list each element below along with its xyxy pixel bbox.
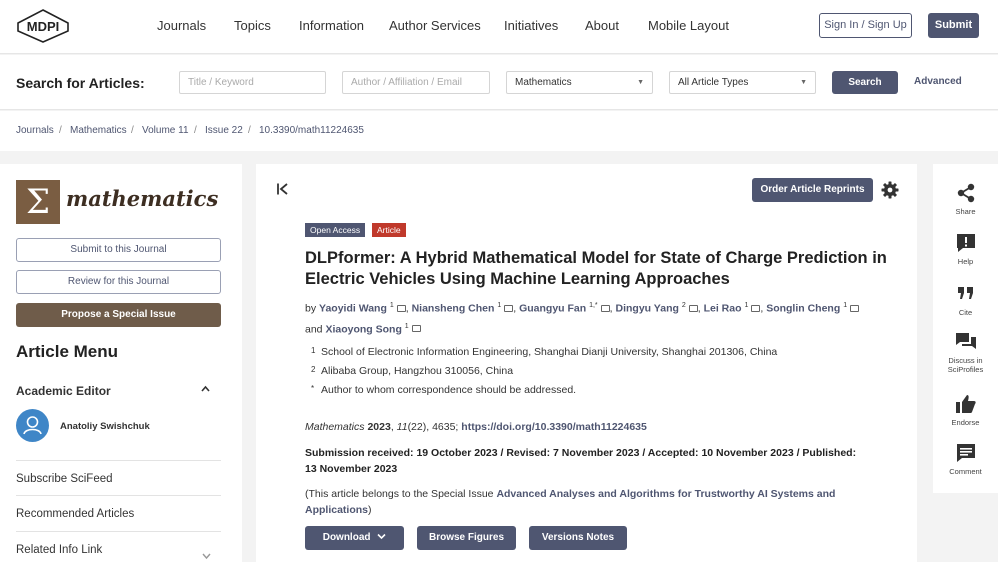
divider (16, 460, 221, 461)
doi-link[interactable]: https://doi.org/10.3390/math11224635 (461, 421, 647, 433)
affiliation-number: * (311, 384, 315, 393)
share-icon (955, 182, 977, 204)
related-info-link[interactable]: Related Info Link (16, 544, 103, 556)
affiliation-2 (305, 365, 513, 377)
by-label: by (305, 302, 317, 315)
discuss-action[interactable] (933, 331, 998, 374)
crumb-mathematics[interactable]: Mathematics (70, 125, 127, 136)
article-menu-title: Article Menu (16, 342, 119, 361)
academic-editor-label: Academic Editor (16, 384, 111, 398)
discussion-icon (955, 331, 977, 353)
download-button[interactable] (305, 526, 404, 550)
special-issue-suffix: ) (368, 504, 372, 516)
collapse-sidebar-icon[interactable] (276, 182, 290, 196)
author-affiliation-input[interactable]: Author / Affiliation / Email (342, 71, 490, 94)
endorse-action[interactable] (933, 393, 998, 427)
nav-initiatives[interactable]: Initiatives (504, 18, 559, 33)
envelope-icon[interactable] (850, 305, 859, 312)
affiliation-1 (305, 346, 777, 358)
affiliation-text: Author to whom correspondence should be addressed. (321, 384, 577, 396)
author-link[interactable]: Xiaoyong Song (325, 323, 402, 335)
logo-text: MDPI (26, 19, 60, 34)
signin-button[interactable]: Sign In / Sign Up (819, 13, 912, 38)
envelope-icon[interactable] (504, 305, 513, 312)
author-link[interactable]: Lei Rao (703, 302, 742, 315)
search-bar (0, 55, 998, 110)
right-action-rail (933, 164, 998, 493)
gear-icon[interactable] (881, 181, 899, 199)
crumb-issue[interactable]: Issue 22 (205, 125, 243, 136)
article-type-badge: Article (372, 223, 406, 237)
nav-mobile-layout[interactable]: Mobile Layout (648, 18, 729, 33)
comment-action[interactable] (933, 442, 998, 476)
discuss-label: Discuss in SciProfiles (947, 356, 984, 374)
author-link[interactable]: Dingyu Yang (615, 302, 679, 315)
citation-volume: 11 (396, 421, 408, 433)
affiliation-text: School of Electronic Information Engineering, Shanghai Dianji University, Shanghai 201306, China (321, 346, 778, 358)
publication-dates: Submission received: 19 October 2023 / Revised: 7 November 2023 / Accepted: 10 November 2023 / Published: 13 November 2023 (305, 447, 857, 475)
advanced-search-link[interactable]: Advanced (914, 76, 962, 87)
search-button[interactable]: Search (832, 71, 898, 94)
chevron-down-icon (377, 533, 386, 540)
crumb-doi: 10.3390/math11224635 (259, 125, 364, 136)
divider (16, 495, 221, 496)
journal-logo[interactable]: Σ (16, 180, 60, 224)
caret-down-icon: ▼ (800, 79, 807, 86)
caret-down-icon: ▼ (637, 79, 644, 86)
versions-notes-button[interactable]: Versions Notes (529, 526, 627, 550)
open-access-badge[interactable]: Open Access (305, 223, 365, 237)
submit-button[interactable]: Submit (928, 13, 979, 38)
author-sup: 1 (497, 302, 502, 309)
citation-journal: Mathematics (305, 421, 365, 433)
envelope-icon[interactable] (397, 305, 406, 312)
comment-icon (955, 442, 977, 464)
quote-icon (955, 283, 977, 305)
journal-select[interactable] (506, 71, 653, 94)
author-sup: 1 (843, 302, 848, 309)
propose-special-issue-button[interactable]: Propose a Special Issue (16, 303, 221, 327)
order-reprints-button[interactable]: Order Article Reprints (752, 178, 873, 202)
share-label: Share (955, 207, 976, 216)
divider (16, 531, 221, 532)
author-sup: 1 (389, 302, 394, 309)
cite-action[interactable] (933, 283, 998, 317)
submit-to-journal-button[interactable]: Submit to this Journal (16, 238, 221, 262)
chevron-up-icon[interactable] (201, 384, 210, 395)
citation-year: 2023 (367, 421, 391, 433)
special-issue-link[interactable]: Advanced Analyses and Algorithms for Trustworthy AI Systems and Applications (305, 488, 836, 516)
nav-author-services[interactable]: Author Services (389, 18, 481, 33)
subscribe-scifeed-link[interactable]: Subscribe SciFeed (16, 473, 113, 485)
crumb-journals[interactable]: Journals (16, 125, 54, 136)
and-word: and (305, 323, 323, 335)
article-main (256, 164, 917, 562)
article-title: DLPformer: A Hybrid Mathematical Model for State of Charge Prediction in Electric Vehicles Using Machine Learning Approaches (305, 249, 887, 288)
special-issue-prefix: (This article belongs to the Special Issue (305, 488, 494, 500)
crumb-separator: / (194, 125, 197, 136)
browse-figures-button[interactable]: Browse Figures (417, 526, 516, 550)
author-link[interactable]: Yaoyidi Wang (319, 302, 387, 315)
author-link[interactable]: Guangyu Fan (519, 302, 587, 315)
nav-information[interactable]: Information (299, 18, 365, 33)
envelope-icon[interactable] (689, 305, 698, 312)
help-action[interactable] (933, 232, 998, 266)
title-keyword-input[interactable]: Title / Keyword (179, 71, 326, 94)
editor-name[interactable]: Anatoliy Swishchuk (60, 421, 150, 432)
nav-topics[interactable]: Topics (234, 18, 271, 33)
cite-label: Cite (958, 308, 973, 317)
envelope-icon[interactable] (751, 305, 760, 312)
crumb-separator: / (248, 125, 251, 136)
affiliation-number: 1 (311, 346, 316, 355)
thumbs-up-icon (955, 393, 977, 415)
author-link[interactable]: Niansheng Chen (411, 302, 495, 315)
mdpi-logo[interactable] (16, 9, 70, 43)
author-sup: 1 (404, 322, 409, 330)
citation-issue-pages: (22), 4635; (407, 421, 459, 433)
left-sidebar (0, 164, 242, 562)
top-navbar (0, 0, 998, 54)
help-icon (955, 232, 977, 254)
journal-name[interactable]: mathematics (66, 186, 219, 211)
user-icon (16, 409, 49, 442)
crumb-volume[interactable]: Volume 11 (142, 125, 189, 136)
help-label: Help (957, 257, 974, 266)
recommended-articles-link[interactable]: Recommended Articles (16, 508, 135, 520)
affiliation-corresponding (305, 384, 576, 396)
share-action[interactable] (933, 182, 998, 216)
search-label: Search for Articles: (16, 75, 145, 91)
article-type-value: All Article Types (678, 77, 749, 88)
author-sup: 1 (744, 302, 749, 309)
endorse-label: Endorse (951, 418, 980, 427)
nav-journals[interactable]: Journals (157, 18, 207, 33)
crumb-separator: / (131, 125, 134, 136)
breadcrumb (0, 111, 998, 151)
special-issue-note (305, 486, 875, 518)
affiliation-number: 2 (311, 365, 316, 374)
citation-line: Mathematics 2023, 11(22), 4635; https://doi.org/10.3390/math11224635 (305, 421, 647, 433)
author-list: by Yaoyidi Wang $^1$ , Niansheng Chen $^1$ , Guangyu Fan $^{1,*}$ , Dingyu Yang $^2$ , Lei Rao $^1$ , Songlin Cheng $^1$ and Xiaoyong Song $^1$ (305, 297, 865, 338)
envelope-icon[interactable] (601, 305, 610, 312)
review-for-journal-button[interactable]: Review for this Journal (16, 270, 221, 294)
author-link[interactable]: Songlin Cheng (766, 302, 841, 315)
avatar[interactable] (16, 409, 49, 442)
envelope-icon[interactable] (412, 325, 421, 332)
affiliation-text: Alibaba Group, Hangzhou 310056, China (321, 365, 514, 377)
chevron-down-icon[interactable] (202, 547, 211, 562)
nav-about[interactable]: About (585, 18, 619, 33)
comment-label: Comment (949, 467, 982, 476)
download-label: Download (322, 532, 371, 543)
author-sup: 2 (681, 302, 686, 309)
author-sup: 1,* (589, 302, 598, 309)
crumb-separator: / (59, 125, 62, 136)
journal-select-value: Mathematics (515, 77, 572, 88)
article-type-select[interactable] (669, 71, 816, 94)
